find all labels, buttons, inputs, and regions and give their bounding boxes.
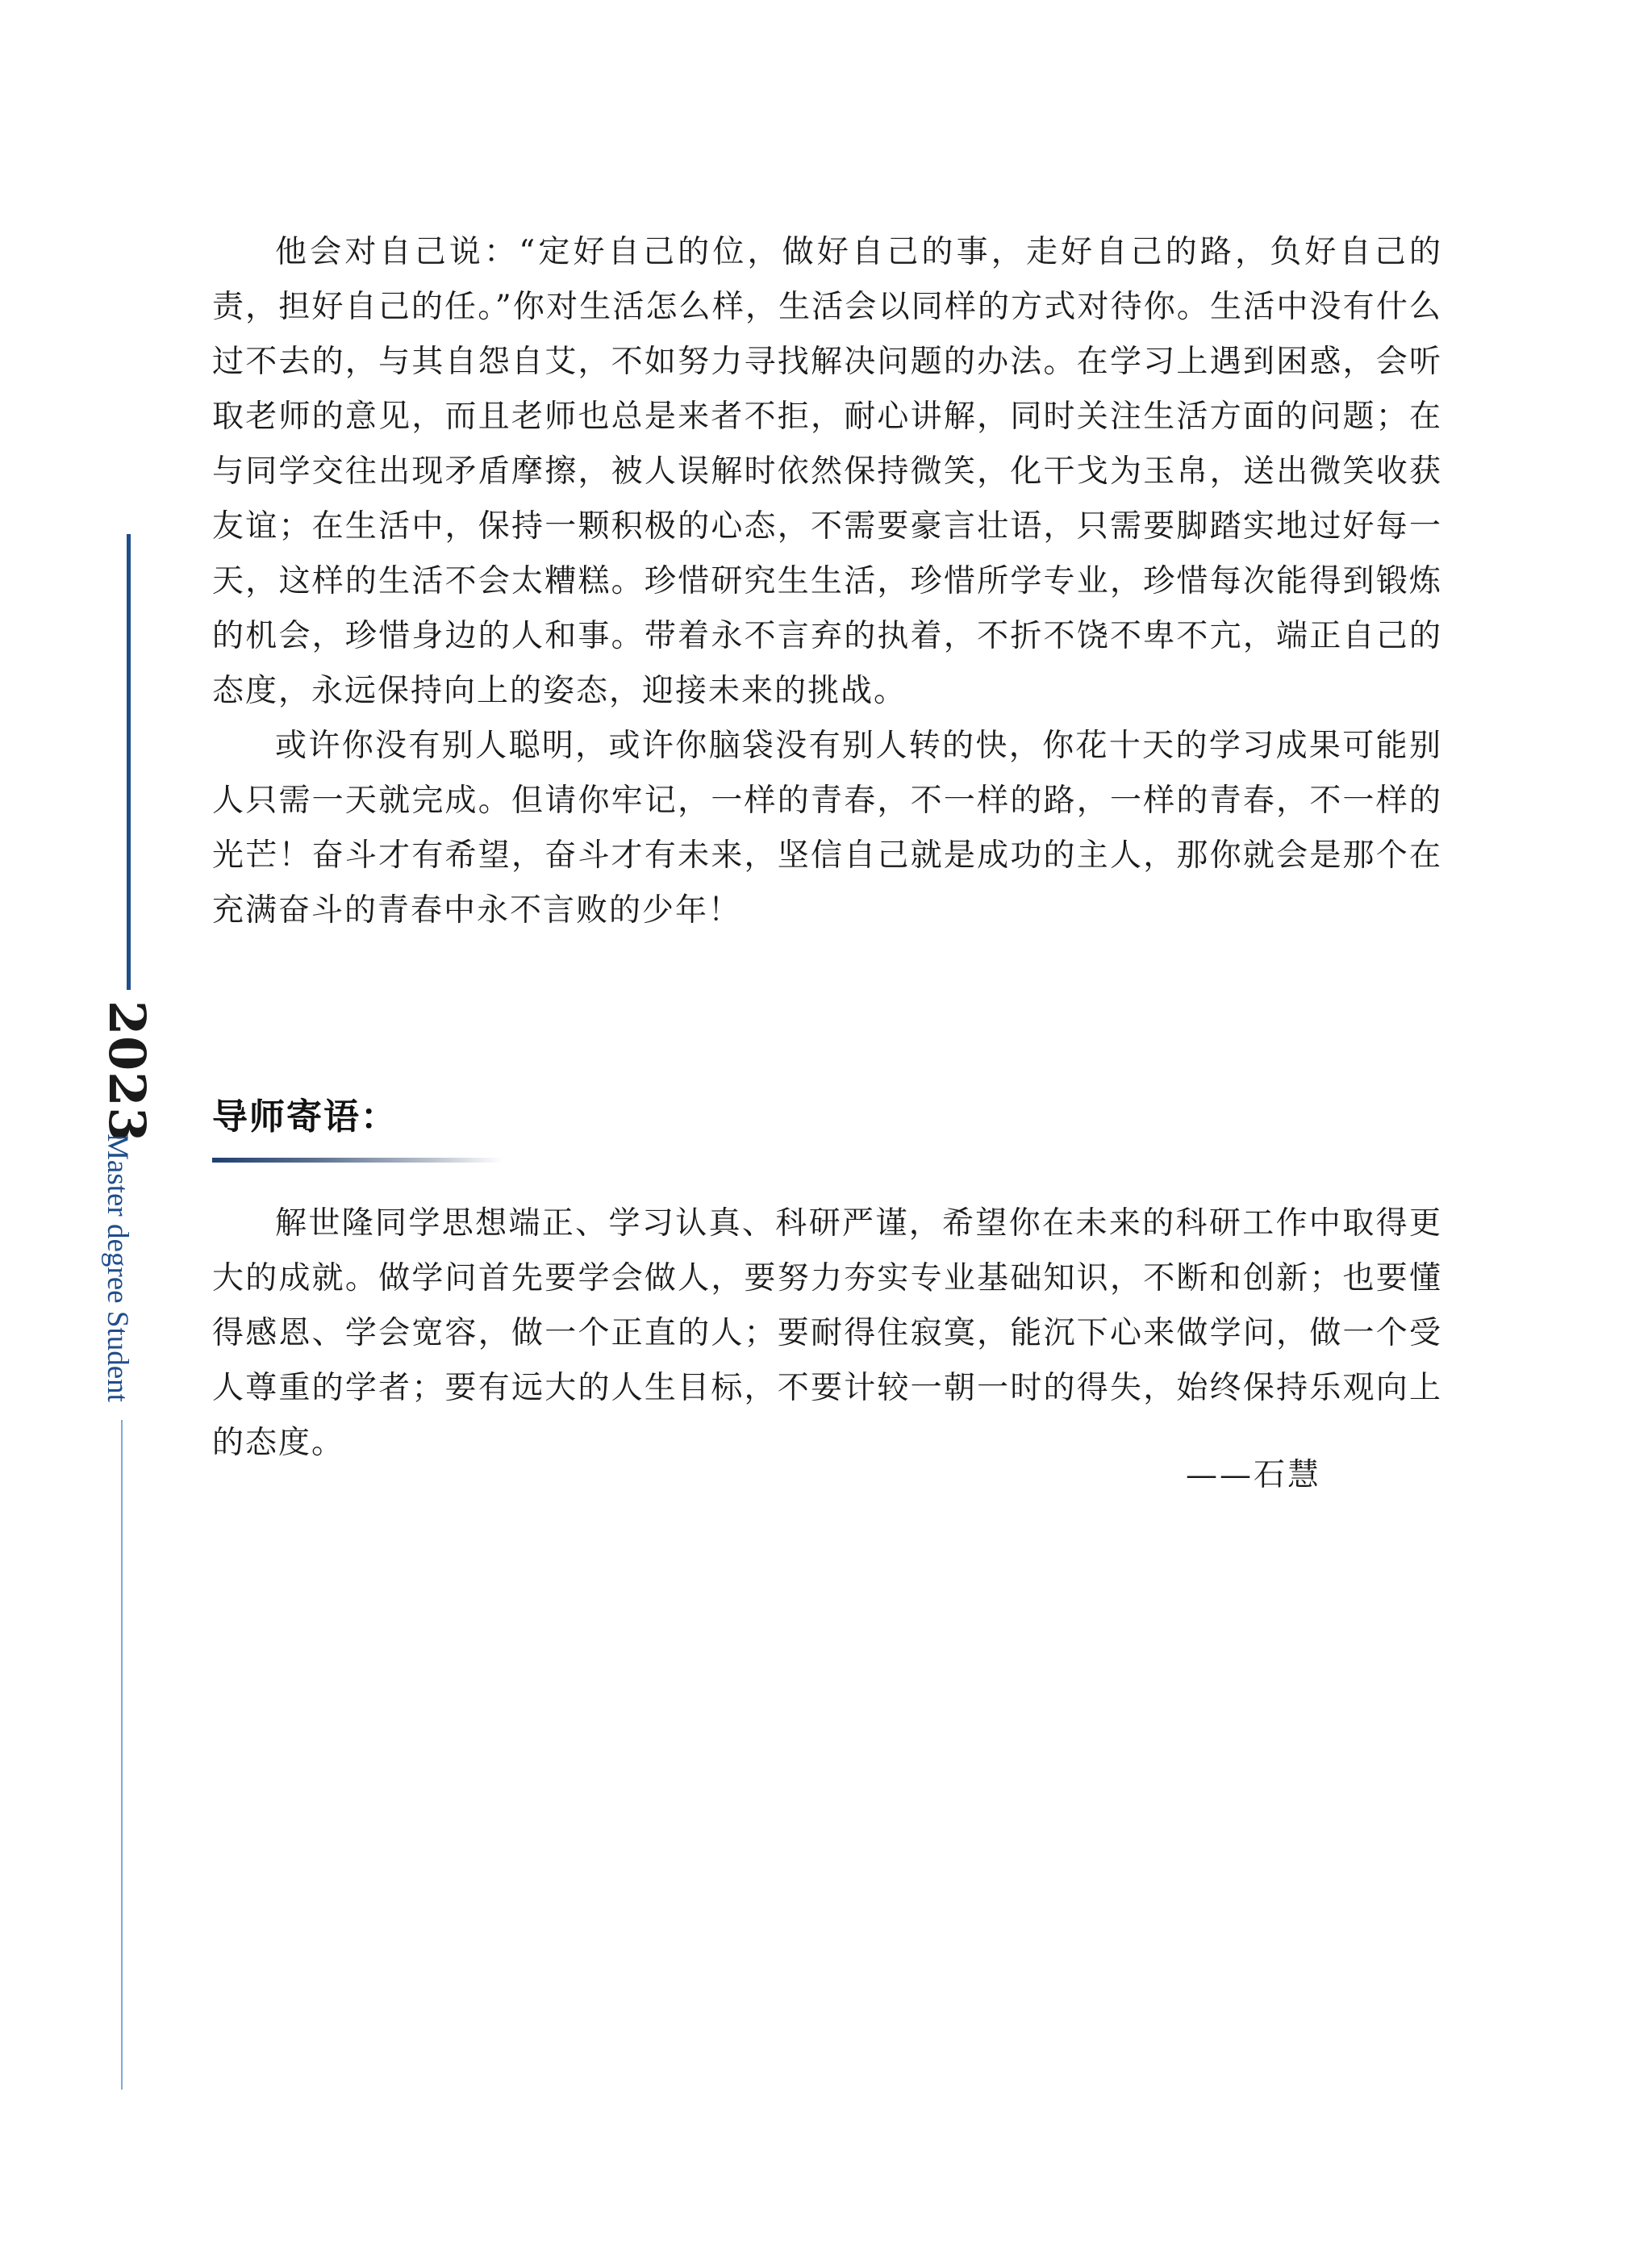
side-accent-line-top — [127, 534, 131, 990]
side-accent-line-bottom — [121, 1420, 123, 2090]
body-text-section — [212, 225, 1442, 938]
side-subtitle-label: Master degree Student — [101, 1134, 134, 1402]
advisor-message-paragraph: 解世隆同学思想端正、学习认真、科研严谨，希望你在未来的科研工作中取得更大的成就。做学问首先要学会做人，要努力夯实专业基础知识，不断和创新；也要懂得感恩、学会宽容，做一个正直的人；要耐得住寂寞，能沉下心来做学问，做一个受人尊重的学者；要有远大的人生目标，不要计较一朝一时的得失，始终保持乐观向上的态度。 — [212, 1205, 1442, 1461]
side-year-label: 2023 — [98, 1000, 156, 1143]
body-paragraph-2: 或许你没有别人聪明，或许你脑袋没有别人转的快，你花十天的学习成果可能别人只需一天就完成。但请你牢记，一样的青春，不一样的路，一样的青春，不一样的光芒！奋斗才有希望，奋斗才有未来，坚信自己就是成功的主人，那你就会是那个在充满奋斗的青春中永不言败的少年！ — [212, 728, 1442, 929]
body-paragraph-1: 他会对自己说：“定好自己的位，做好自己的事，走好自己的路，负好自己的责，担好自己的任。”你对生活怎么样，生活会以同样的方式对待你。生活中没有什么过不去的，与其自怨自艾，不如努力寻找解决问题的办法。在学习上遇到困惑，会听取老师的意见，而且老师也总是来者不拒，耐心讲解，同时关注生活方面的问题；在与同学交往出现矛盾摩擦，被人误解时依然保持微笑，化干戈为玉帛，送出微笑收获友谊；在生活中，保持一颗积极的心态，不需要豪言壮语，只需要脚踏实地过好每一天，这样的生活不会太糟糕。珍惜研究生生活，珍惜所学专业，珍惜每次能得到锻炼的机会，珍惜身边的人和事。带着永不言弃的执着，不折不饶不卑不亢，端正自己的态度，永远保持向上的姿态，迎接未来的挑战。 — [212, 234, 1442, 709]
heading-underline-divider — [212, 1158, 503, 1163]
advisor-message-section — [212, 1196, 1442, 1471]
advisor-section-heading: 导师寄语： — [212, 1096, 398, 1138]
advisor-signature: ——石慧 — [1186, 1457, 1322, 1493]
